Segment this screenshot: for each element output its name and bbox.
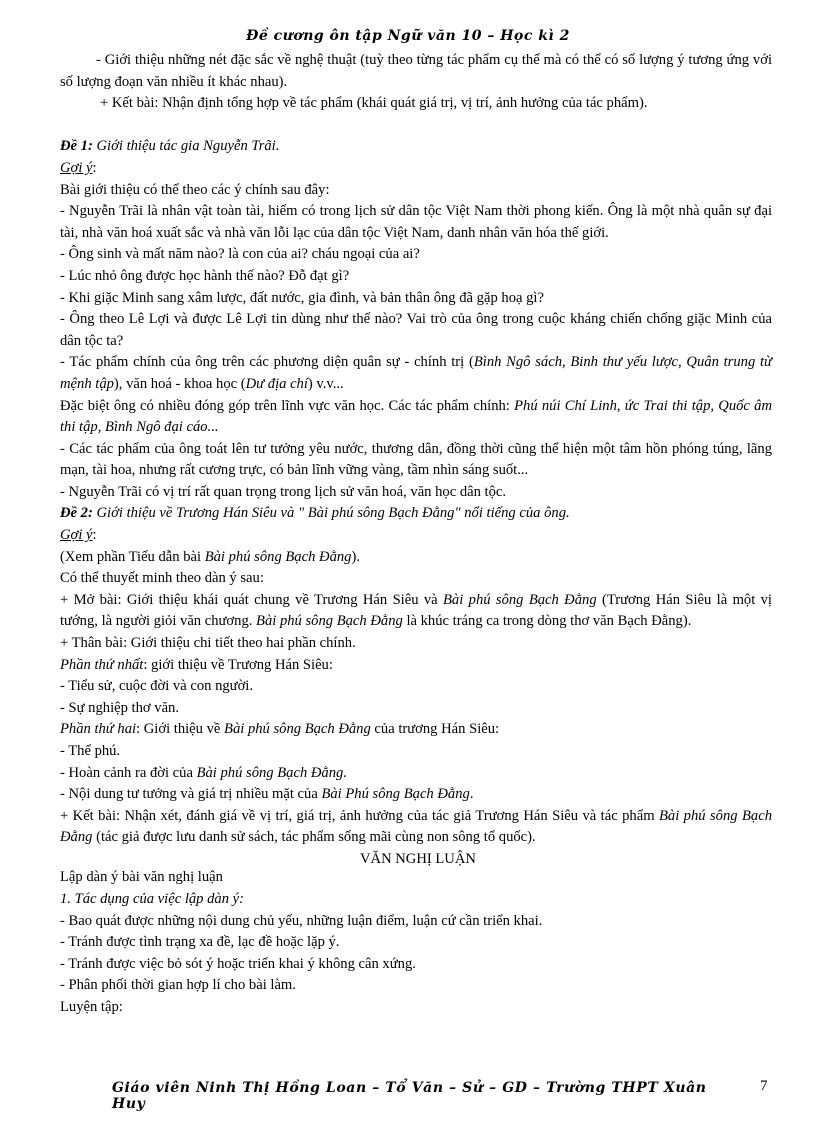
de2-p8: Phần thứ hai: Giới thiệu về Bài phú sông Bạch Đằng của trương Hán Siêu:	[60, 721, 500, 738]
de2-p3: + Mở bài: Giới thiệu khái quát chung về Trương Hán Siêu và Bài phú sông Bạch Đằng (Trương Hán Siêu là một vị tướng, là người giỏi văn chương. Bài phú sông Bạch Đằng là khúc tráng ca trong dòng thơ văn Bạch Đằng).	[60, 591, 772, 630]
de1-goi-y: Gợi ý	[60, 159, 93, 176]
de2-p5: Phần thứ nhất: giới thiệu về Trương Hán Siêu:	[60, 656, 333, 673]
page-footer: Giáo viên Ninh Thị Hồng Loan – Tổ Văn – Sử – GD – Trường THPT Xuân Huy	[112, 1080, 707, 1112]
de2-heading	[60, 503, 772, 525]
de1-hint: Gợi ý:	[60, 159, 97, 176]
de1-lead: Bài giới thiệu có thể theo các ý chính sau đây:	[60, 181, 330, 198]
list-item: - Bao quát được những nội dung chủ yếu, những luận điểm, luận cứ cần triển khai.	[60, 912, 543, 929]
de1-p1: - Nguyễn Trãi là nhân vật toàn tài, hiếm có trong lịch sử dân tộc Việt Nam thời phong kiến. Ông là một nhà quân sự đại tài, nhà văn hoá xuất sắc và nhà văn lỗi lạc của dân tộc Việt Nam, danh nhân văn hóa thế giới.	[60, 203, 772, 241]
van-nghi-luan-subtitle: Lập dàn ý bài văn nghị luận	[60, 868, 223, 885]
page-number: 7	[760, 1078, 768, 1094]
de2-goi-y: Gợi ý	[60, 527, 93, 544]
list-item: - Tránh được việc bỏ sót ý hoặc triển khai ý không cân xứng.	[60, 955, 416, 972]
de1-heading	[60, 136, 772, 158]
de2-label: Đề 2:	[60, 505, 93, 522]
de1-label: Đề 1:	[60, 138, 93, 155]
de1-p4: - Khi giặc Minh sang xâm lược, đất nước, gia đình, và bản thân ông đã gặp hoạ gì?	[60, 289, 544, 306]
de2-p1: (Xem phần Tiểu dẫn bài Bài phú sông Bạch Đằng).	[60, 548, 360, 565]
de2-p10: - Hoàn cảnh ra đời của Bài phú sông Bạch Đằng.	[60, 764, 347, 781]
section-1-heading: 1. Tác dụng của việc lập dàn ý:	[60, 890, 244, 907]
de2-p7: - Sự nghiệp thơ văn.	[60, 699, 179, 716]
intro-line-2: + Kết bài: Nhận định tổng hợp về tác phẩm (khái quát giá trị, vị trí, ảnh hưởng của tác phẩm).	[100, 95, 648, 112]
de2-p11: - Nội dung tư tưởng và giá trị nhiều mặt của Bài Phú sông Bạch Đằng.	[60, 786, 474, 803]
page-header: Đề cương ôn tập Ngữ văn 10 – Học kì 2	[246, 28, 570, 44]
intro-line-1: - Giới thiệu những nét đặc sắc về nghệ thuật (tuỳ theo từng tác phẩm cụ thể mà có thể có số lượng ý tương ứng với số lượng đoạn văn nhiều ít khác nhau).	[60, 52, 772, 90]
practice-label: Luyện tập:	[60, 998, 123, 1015]
de1-p2: - Ông sinh và mất năm nào? là con của ai? cháu ngoại của ai?	[60, 246, 420, 263]
de1-p8: - Các tác phẩm của ông toát lên tư tưởng yêu nước, thương dân, đồng thời cũng thể hiện một tâm hồn phóng túng, lãng mạn, tài hoa, nhưng rất cương trực, có bản lĩnh vững vàng, tầm nhìn sáng suốt...	[60, 440, 772, 479]
de2-hint: Gợi ý:	[60, 527, 97, 544]
de1-p5: - Ông theo Lê Lợi và được Lê Lợi tin dùng như thế nào? Vai trò của ông trong cuộc kháng chiến chống giặc Minh của dân tộc ta?	[60, 311, 772, 349]
de2-p2: Có thể thuyết minh theo dàn ý sau:	[60, 570, 264, 587]
list-item: - Tránh được tình trạng xa đề, lạc đề hoặc lặp ý.	[60, 934, 340, 951]
de2-title: Giới thiệu về Trương Hán Siêu và " Bài phú sông Bạch Đằng" nổi tiếng của ông.	[96, 505, 570, 522]
de1-p6: - Tác phẩm chính của ông trên các phương diện quân sự - chính trị (Bình Ngô sách, Binh thư yếu lược, Quân trung từ mệnh tập), văn hoá - khoa học (Dư địa chí) v.v...	[60, 354, 773, 392]
de1-p3: - Lúc nhỏ ông được học hành thế nào? Đỗ đạt gì?	[60, 267, 350, 284]
list-item: - Phân phối thời gian hợp lí cho bài làm.	[60, 977, 296, 994]
de1-p7: Đặc biệt ông có nhiều đóng góp trên lĩnh vực văn học. Các tác phẩm chính: Phú núi Chí Linh, ức Trai thi tập, Quốc âm thi tập, Bình Ngô đại cáo...	[60, 397, 772, 436]
de2-p9: - Thể phú.	[60, 743, 121, 759]
de2-p4: + Thân bài: Giới thiệu chi tiết theo hai phần chính.	[60, 635, 356, 652]
van-nghi-luan-title: VĂN NGHỊ LUẬN	[360, 850, 476, 867]
de1-p9: - Nguyễn Trãi có vị trí rất quan trọng trong lịch sử văn hoá, văn học dân tộc.	[60, 483, 507, 500]
document-body	[60, 50, 772, 1019]
de2-p12: + Kết bài: Nhận xét, đánh giá về vị trí, giá trị, ảnh hưởng của tác giả Trương Hán Siêu và tác phẩm Bài phú sông Bạch Đằng (tác giả được lưu danh sử sách, tác phẩm sống mãi cùng non sông tổ quốc).	[60, 807, 772, 846]
van-nghi-luan-heading	[60, 849, 772, 889]
de2-p6: - Tiểu sử, cuộc đời và con người.	[60, 678, 253, 695]
de1-title: Giới thiệu tác gia Nguyễn Trãi.	[96, 138, 280, 155]
